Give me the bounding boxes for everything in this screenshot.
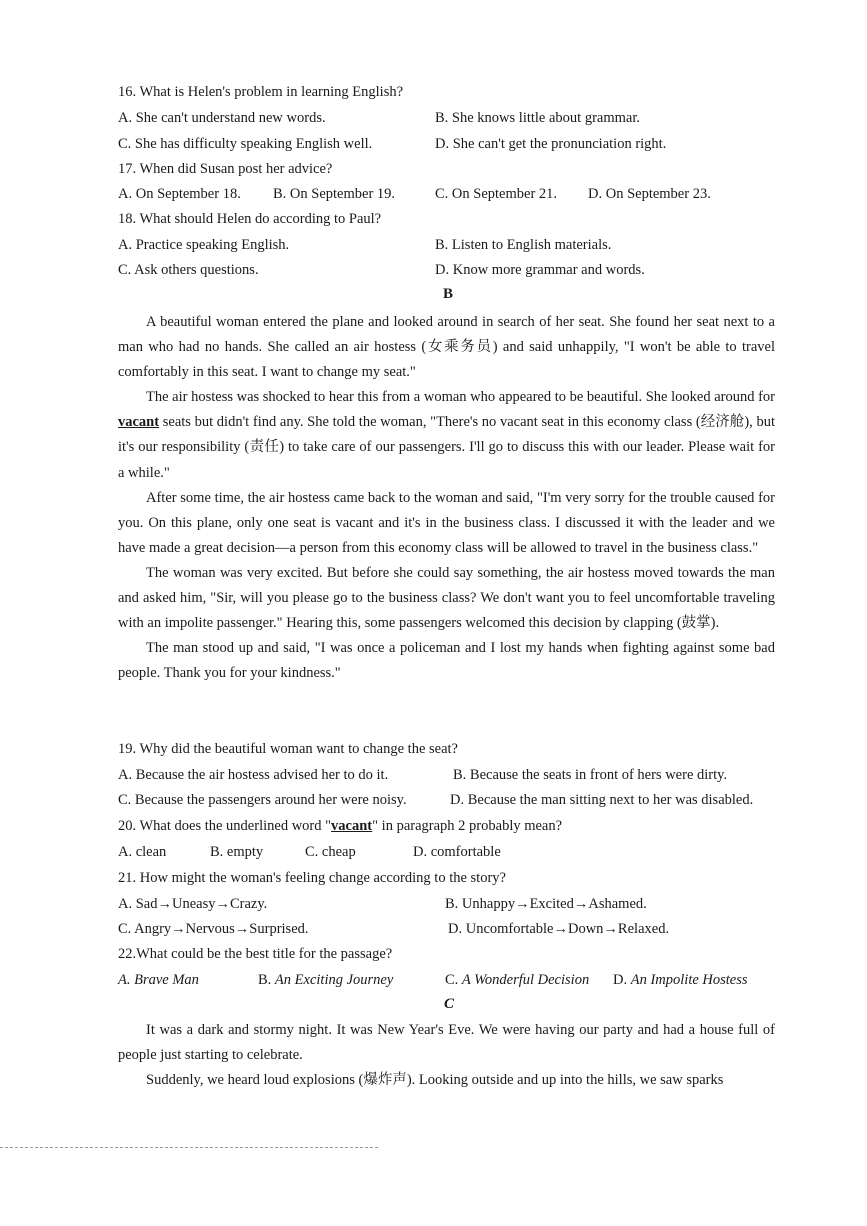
q16-option-d: D. She can't get the pronunciation right. xyxy=(435,136,667,152)
q16-option-b: B. She knows little about grammar. xyxy=(435,110,640,126)
q16-option-c: C. She has difficulty speaking English well. xyxy=(118,136,373,152)
section-c-heading: C xyxy=(444,996,455,1012)
q22-option-a: A. Brave Man xyxy=(118,972,199,988)
q20-underlined-word: vacant xyxy=(331,818,373,834)
passage-c-paragraph-1: It was a dark and stormy night. It was New Year's Eve. We were having our party and had a house full of people just starting to celebrate. xyxy=(118,1022,775,1064)
q16-option-a: A. She can't understand new words. xyxy=(118,110,326,126)
q20-option-a: A. clean xyxy=(118,844,167,860)
q22-option-b xyxy=(258,971,393,989)
passage-b-paragraph-1: A beautiful woman entered the plane and looked around in search of her seat. She found her seat next to a man who had no hands. She called an air hostess (女乘务员) and said unhappily, "I won't be able to travel comfortably in this seat. I want to change my seat." xyxy=(118,314,775,381)
paragraph-2-start: The air hostess was shocked to hear this from a woman who appeared to be beautiful. She looked around for xyxy=(146,389,775,406)
q18-option-d: D. Know more grammar and words. xyxy=(435,262,645,278)
underlined-word-vacant: vacant xyxy=(118,414,160,431)
q18-option-b: B. Listen to English materials. xyxy=(435,237,612,253)
q17-option-a: A. On September 18. xyxy=(118,186,241,202)
q22-option-d xyxy=(613,971,748,989)
q18-question: 18. What should Helen do according to Paul? xyxy=(118,211,382,227)
passage-c-paragraph-2: Suddenly, we heard loud explosions (爆炸声). Looking outside and up into the hills, we saw sparks xyxy=(146,1072,724,1089)
q22-option-c xyxy=(445,971,589,989)
q17-option-d: D. On September 23. xyxy=(588,186,711,202)
q22-option-c-title: A Wonderful Decision xyxy=(461,972,590,988)
q18-option-a: A. Practice speaking English. xyxy=(118,237,290,253)
q20-question-start: 20. What does the underlined word " xyxy=(118,818,332,834)
q22-option-c-letter: C. xyxy=(445,972,462,988)
q22-option-b-letter: B. xyxy=(258,972,275,988)
section-c-passage xyxy=(118,1018,775,1093)
q17-option-c: C. On September 21. xyxy=(435,186,558,202)
q20-option-b: B. empty xyxy=(210,844,264,860)
passage-b-paragraph-2 xyxy=(118,385,775,485)
section-b-passage xyxy=(118,310,775,686)
q19-option-d: D. Because the man sitting next to her was disabled. xyxy=(450,792,754,808)
q16-question: 16. What is Helen's problem in learning English? xyxy=(118,84,404,100)
q18-option-c: C. Ask others questions. xyxy=(118,262,259,278)
section-b-heading: B xyxy=(443,286,454,302)
passage-b-paragraph-3: After some time, the air hostess came back to the woman and said, "I'm very sorry for the trouble caused for you. On this plane, only one seat is vacant and it's in the business class. I discussed it with the leader and we have made a great decision—a person from this economy class will be allowed to travel in the business class." xyxy=(118,489,775,556)
paragraph-2-end: seats but didn't find any. She told the woman, "There's no vacant seat in this economy class (经济舱), but it's our responsibility (责任) to take care of our passengers. I'll go to discuss this with our leader. Please wait for a while." xyxy=(118,414,775,481)
q22-question: 22.What could be the best title for the passage? xyxy=(118,946,393,962)
q21-option-c: C. Angry→Nervous→Surprised. xyxy=(118,921,309,937)
q20-question-end: " in paragraph 2 probably mean? xyxy=(372,818,563,834)
q17-option-b: B. On September 19. xyxy=(273,186,396,202)
q21-option-b: B. Unhappy→Excited→Ashamed. xyxy=(445,896,647,912)
q19-option-b: B. Because the seats in front of hers were dirty. xyxy=(453,767,728,783)
q20-option-d: D. comfortable xyxy=(413,844,501,860)
q19-question: 19. Why did the beautiful woman want to change the seat? xyxy=(118,741,458,757)
footer-divider xyxy=(0,1147,378,1148)
q17-question: 17. When did Susan post her advice? xyxy=(118,161,333,177)
q22-option-b-title: An Exciting Journey xyxy=(274,972,394,988)
q21-option-a: A. Sad→Uneasy→Crazy. xyxy=(118,896,268,912)
passage-b-paragraph-4: The woman was very excited. But before she could say something, the air hostess moved towards the man and asked him, "Sir, will you please go to the business class? We don't want you to feel uncomfortable traveling with an impolite passenger." Hearing this, some passengers welcomed this decision by clapping (鼓掌). xyxy=(118,564,775,632)
q21-question: 21. How might the woman's feeling change according to the story? xyxy=(118,870,506,886)
passage-b-paragraph-5: The man stood up and said, "I was once a policeman and I lost my hands when fighting against some bad people. Thank you for your kindness." xyxy=(118,640,775,682)
q20-question xyxy=(118,817,562,835)
q19-option-a: A. Because the air hostess advised her to do it. xyxy=(118,767,389,783)
q20-option-c: C. cheap xyxy=(305,844,356,860)
q22-option-d-letter: D. xyxy=(613,972,631,988)
q22-option-d-title: An Impolite Hostess xyxy=(630,972,748,988)
q21-option-d: D. Uncomfortable→Down→Relaxed. xyxy=(448,921,670,937)
q19-option-c: C. Because the passengers around her were noisy. xyxy=(118,792,407,808)
